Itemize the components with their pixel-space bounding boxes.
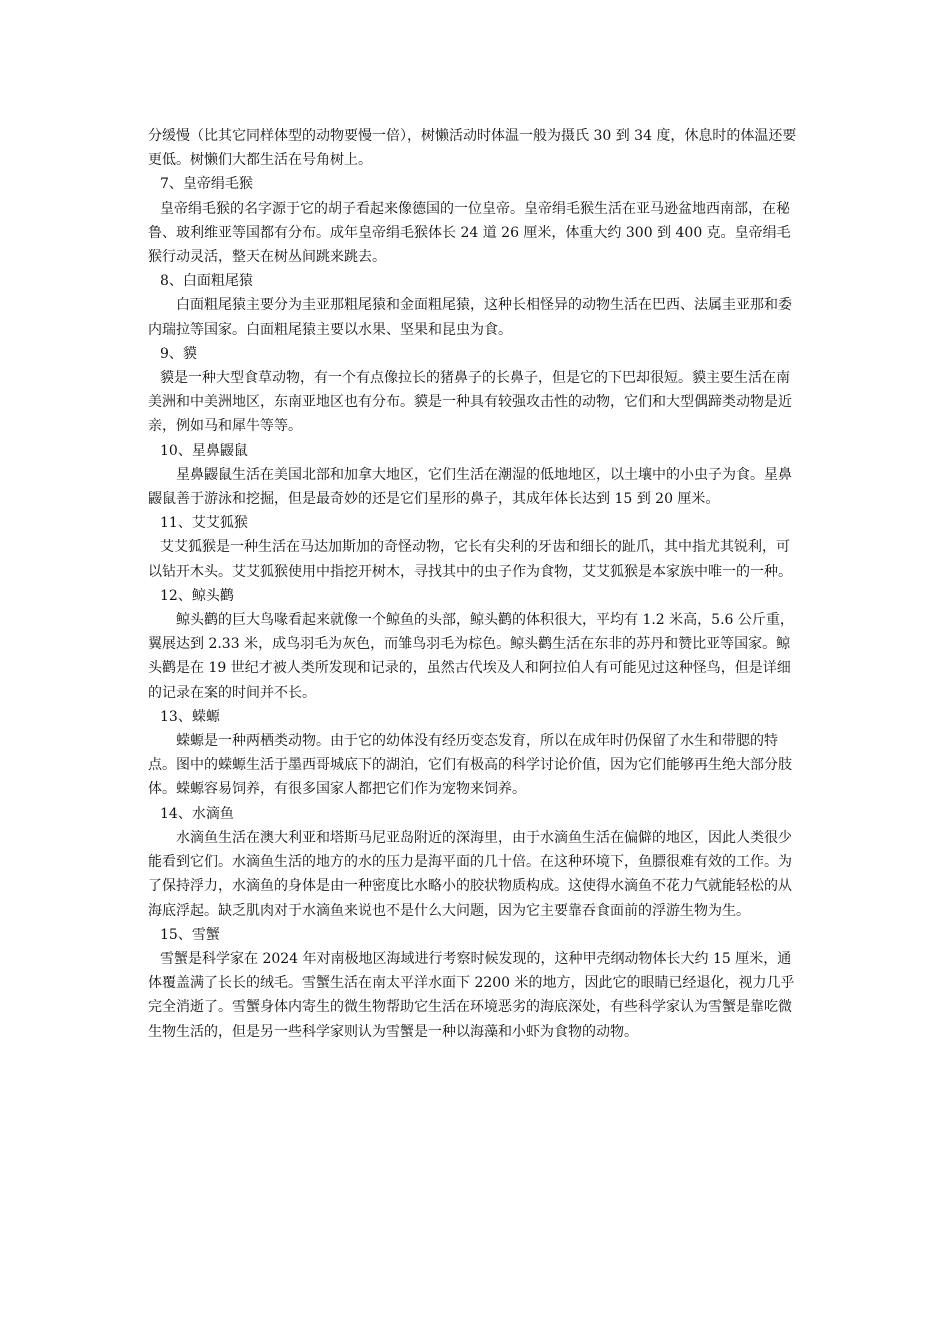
section-blobfish (148, 802, 802, 923)
section-text: 星鼻鼹鼠生活在美国北部和加拿大地区，它们生活在潮湿的低地地区，以土壤中的小虫子为食。星鼻鼹鼠善于游泳和挖掘，但是最奇妙的还是它们星形的鼻子，其成年体长达到 15 到 20 厘米。 (148, 466, 792, 508)
section-heading: 13、蝾螈 (160, 708, 220, 725)
section-text: 貘是一种大型食草动物，有一个有点像拉长的猪鼻子的长鼻子，但是它的下巴却很短。貘主要生活在南美洲和中美洲地区，东南亚地区也有分布。貘是一种具有较强攻击性的动物，它们和大型偶蹄类动物是近亲，例如马和犀牛等等。 (148, 370, 792, 435)
section-text: 白面粗尾猿主要分为圭亚那粗尾猿和金面粗尾猿，这种长相怪异的动物生活在巴西、法属圭亚那和委内瑞拉等国家。白面粗尾猿主要以水果、坚果和昆虫为食。 (148, 297, 792, 338)
section-text: 水滴鱼生活在澳大利亚和塔斯马尼亚岛附近的深海里，由于水滴鱼生活在偏僻的地区，因此人类很少能看到它们。水滴鱼生活的地方的水的压力是海平面的几十倍。在这种环境下，鱼膘很难有效的工作。为了保持浮力，水滴鱼的身体是由一种密度比水略小的胶状物质构成。这使得水滴鱼不花力气就能轻松的从海底浮起。缺乏肌肉对于水滴鱼来说也不是什么大问题，因为它主要靠吞食面前的浮游生物为生。 (148, 829, 792, 919)
section-star-nosed-mole (148, 439, 802, 512)
section-axolotl (148, 705, 802, 802)
section-heading: 10、星鼻鼹鼠 (160, 442, 248, 459)
section-heading: 12、鲸头鹳 (160, 587, 234, 604)
section-yeti-crab (148, 923, 802, 1044)
section-heading: 8、白面粗尾猿 (160, 273, 253, 290)
section-white-faced-saki (148, 269, 802, 342)
intro-paragraph: 分缓慢（比其它同样体型的动物要慢一倍），树懒活动时体温一般为摄氏 30 到 34 度，休息时的体温还要更低。树懒们大都生活在号角树上。 (148, 128, 797, 169)
section-tapir (148, 342, 802, 439)
section-heading: 15、雪蟹 (160, 926, 220, 943)
section-heading: 9、貘 (160, 345, 197, 362)
section-text: 蝾螈是一种两栖类动物。由于它的幼体没有经历变态发育，所以在成年时仍保留了水生和带腮的特点。图中的蝾螈生活于墨西哥城底下的湖泊，它们有极高的科学讨论价值，因为它们能够再生绝大部分肢体。蝾螈容易饲养，有很多国家人都把它们作为宠物来饲养。 (148, 733, 792, 798)
section-text: 鲸头鹳的巨大鸟喙看起来就像一个鲸鱼的头部，鲸头鹳的体积很大，平均有 1.2 米高，5.6 公斤重，翼展达到 2.33 米，成鸟羽毛为灰色，而雏鸟羽毛为棕色。鲸头鹳生活在东非的苏丹和赞比亚等国家。鲸头鹳是在 19 世纪才被人类所发现和记录的，虽然古代埃及人和阿拉伯人有可能见过这种怪鸟，但是详细的记录在案的时间并不长。 (148, 612, 794, 701)
section-emperor-tamarin (148, 172, 802, 269)
section-heading: 7、皇帝绢毛猴 (160, 176, 253, 193)
section-aye-aye (148, 511, 802, 584)
document-page (148, 124, 802, 1044)
section-heading: 11、艾艾狐猴 (160, 515, 248, 532)
section-text: 皇帝绢毛猴的名字源于它的胡子看起来像德国的一位皇帝。皇帝绢毛猴生活在亚马逊盆地西南部，在秘鲁、玻利维亚等国都有分布。成年皇帝绢毛猴体长 24 道 26 厘米，体重大约 300 到 400 克。皇帝绢毛猴行动灵活，整天在树丛间跳来跳去。 (148, 200, 791, 266)
section-heading: 14、水滴鱼 (160, 805, 234, 822)
section-text: 艾艾狐猴是一种生活在马达加斯加的奇怪动物，它长有尖利的牙齿和细长的趾爪，其中指尤其锐利，可以钻开木头。艾艾狐猴使用中指挖开树木，寻找其中的虫子作为食物，艾艾狐猴是本家族中唯一的一种。 (148, 539, 792, 580)
section-text: 雪蟹是科学家在 2024 年对南极地区海域进行考察时候发现的，这种甲壳纲动物体长大约 15 厘米，通体覆盖满了长长的绒毛。雪蟹生活在南太平洋水面下 2200 米的地方，因此它的眼睛已经退化，视力几乎完全消逝了。雪蟹身体内寄生的微生物帮助它生活在环境恶劣的海底深处，有些科学家认为雪蟹是靠吃微生物生活的，但是另一些科学家则认为雪蟹是一种以海藻和小虾为食物的动物。 (148, 950, 795, 1040)
section-shoebill (148, 584, 802, 705)
